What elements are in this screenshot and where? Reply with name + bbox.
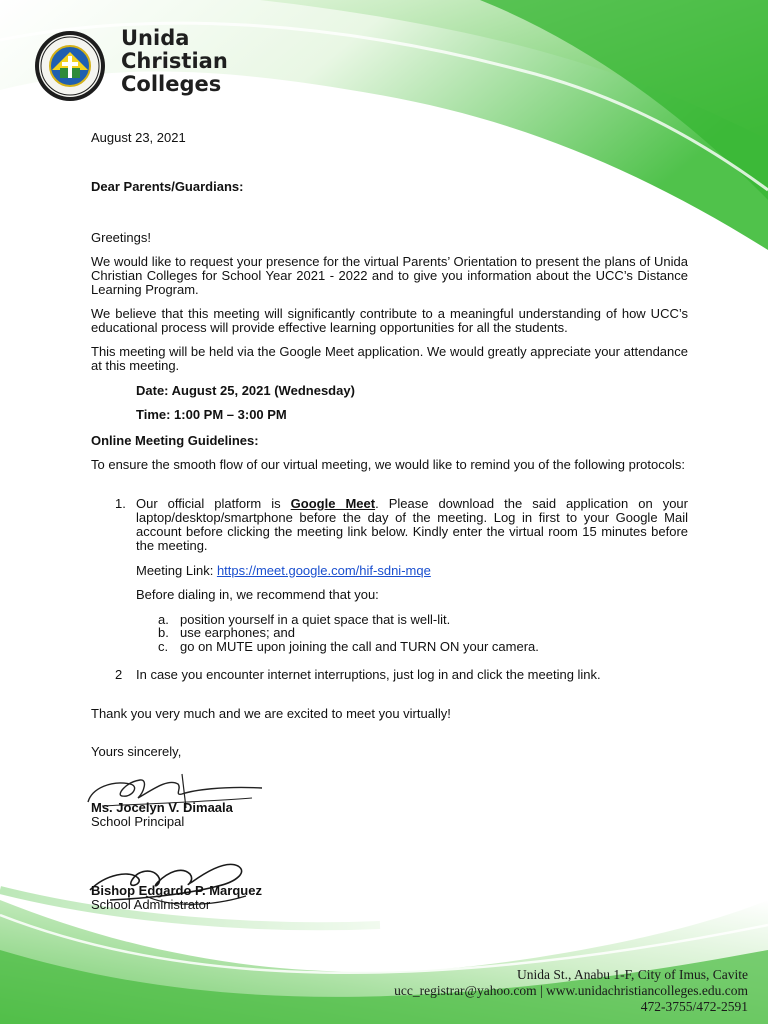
signatory-1-title: School Principal: [91, 814, 185, 829]
before-dialing-text: Before dialing in, we recommend that you:: [136, 587, 379, 602]
meeting-time: Time: 1:00 PM – 3:00 PM: [136, 407, 287, 422]
google-meet-platform: Google Meet: [290, 496, 376, 511]
footer-address: Unida St., Anabu 1-F, City of Imus, Cavite: [516, 967, 748, 982]
school-name-line2: Christian: [121, 49, 228, 73]
closing-line: Yours sincerely,: [91, 744, 182, 759]
paragraph-request: We would like to request your presence for the virtual Parents’ Orientation to present the plans of Unida Christian Colleges for School Year 2021 - 2022 and to give you information about the UCC’s Distance Learning Program.: [91, 254, 688, 297]
sub-item-b-text: use earphones; and: [180, 625, 295, 640]
school-name-line1: Unida: [121, 26, 190, 50]
footer-email-website: ucc_registrar@yahoo.com | www.unidachristiancolleges.edu.com: [394, 983, 748, 998]
meeting-link[interactable]: https://meet.google.com/hif-sdni-mqe: [216, 563, 431, 578]
sub-item-c-text: go on MUTE upon joining the call and TURN ON your camera.: [180, 639, 539, 654]
school-seal-logo: [34, 30, 106, 102]
signatory-2-title: School Administrator: [91, 897, 211, 912]
item-2-text: In case you encounter internet interruptions, just log in and click the meeting link.: [136, 667, 601, 682]
paragraph-belief: We believe that this meeting will significantly contribute to a meaningful understanding of how UCC’s educational process will provide effective learning opportunities for all the students.: [91, 306, 688, 335]
letter-date: August 23, 2021: [91, 130, 186, 145]
letter-salutation: Dear Parents/Guardians:: [91, 179, 244, 194]
item-2-number: 2: [115, 667, 123, 682]
item-1-post: . Please download the said application on your laptop/desktop/smartphone before the day of the meeting. Log in first to your Google Mail account before clicking the meeting link below. Kindly enter the virtual room 15 minutes before the meeting.: [136, 496, 688, 553]
sub-item-a-text: position yourself in a quiet space that is well-lit.: [180, 612, 451, 627]
meeting-link-label: Meeting Link:: [136, 563, 217, 578]
footer-phone: 472-3755/472-2591: [640, 999, 748, 1014]
sub-item-a-letter: a.: [158, 612, 169, 627]
meeting-link-line: [136, 564, 431, 578]
school-name-line3: Colleges: [121, 72, 222, 96]
sub-item-c-letter: c.: [158, 639, 169, 654]
school-name: [121, 27, 228, 96]
guidelines-heading: Online Meeting Guidelines:: [91, 433, 259, 448]
item-1-number: 1.: [115, 496, 126, 511]
thanks-line: Thank you very much and we are excited to meet you virtually!: [91, 706, 451, 721]
footer-contact: [394, 967, 748, 1015]
item-1-text: [136, 497, 688, 553]
paragraph-meeting-via: This meeting will be held via the Google Meet application. We would greatly appreciate your attendance at this meeting.: [91, 344, 688, 373]
signatory-1-name: Ms. Jocelyn V. Dimaala: [91, 800, 233, 815]
meeting-date: Date: August 25, 2021 (Wednesday): [136, 383, 355, 398]
sub-item-b-letter: b.: [158, 625, 169, 640]
signatory-2-name: Bishop Edgardo P. Marquez: [91, 883, 262, 898]
letter-greeting: Greetings!: [91, 230, 151, 245]
item-1-pre: Our official platform is: [136, 496, 291, 511]
guidelines-intro: To ensure the smooth flow of our virtual meeting, we would like to remind you of the following protocols:: [91, 457, 685, 472]
